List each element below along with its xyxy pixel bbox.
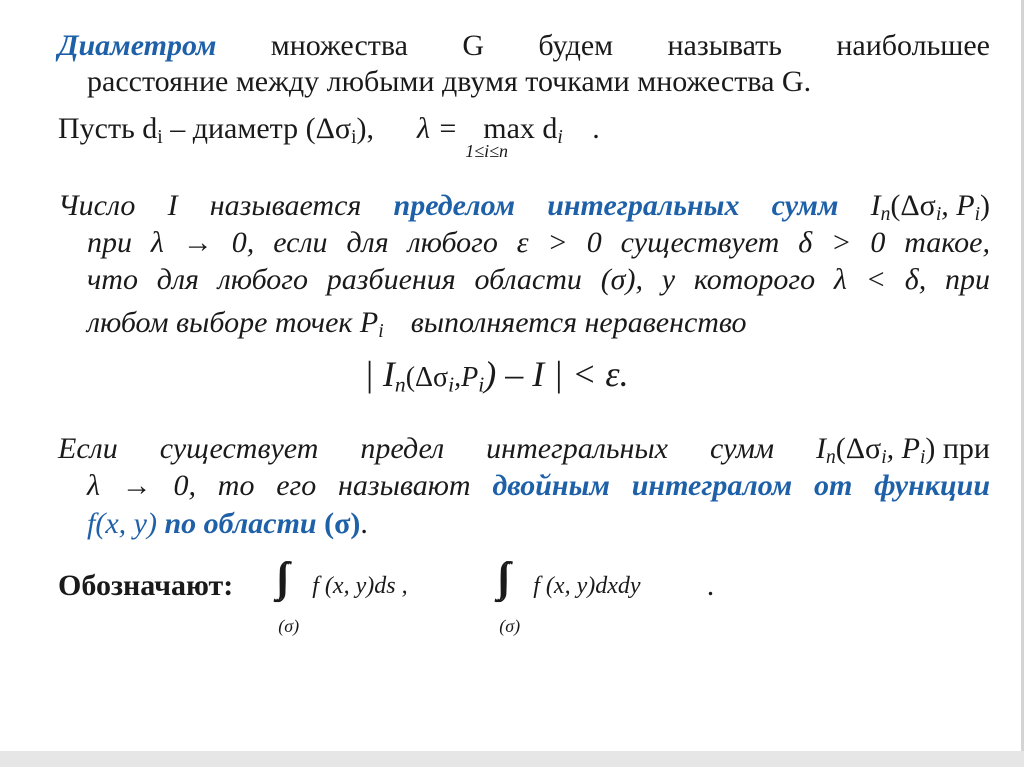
p3-l1-e: ) [980, 189, 991, 222]
p2-line [58, 111, 758, 161]
formula-sub-i: i [448, 372, 455, 397]
p3-line1 [58, 188, 990, 224]
p3-l1-a: Число I называется [58, 189, 362, 222]
slide-bottom-bar [0, 751, 1024, 767]
p4-l1-b: (Δσ [835, 432, 882, 465]
p2-lead: Пусть d [58, 112, 158, 145]
max-text: max d [483, 112, 558, 145]
term-diameter: Диаметром [58, 29, 217, 62]
p4-line2 [87, 468, 990, 504]
function-notation: f(x, y) [87, 507, 157, 540]
p3-l1-d: , P [941, 189, 975, 222]
integral-ds [278, 568, 454, 638]
p4-l1-sub-n: n [826, 446, 836, 468]
integrand-ds: f (x, y)ds , [312, 573, 408, 599]
integral-domain-1: (σ) [278, 616, 300, 636]
max-operator [465, 111, 563, 161]
p4-l1-a: Если существует предел интегральных сумм I [58, 432, 826, 465]
p4-l1-d: ) при [925, 432, 990, 465]
p3-line4 [87, 305, 987, 341]
formula-sub-i2: i [478, 372, 485, 397]
p3-l4-b: выполняется неравенство [410, 306, 747, 339]
p3-l1-c: (Δσ [890, 189, 936, 222]
term-limit-of-sums: пределом интегральных сумм [393, 189, 839, 222]
p3-l1-I: I [870, 189, 881, 222]
p3-line3: что для любого разбиения области (σ), у которого λ < δ, при [87, 263, 990, 296]
term-over-region: по области [164, 507, 317, 540]
p5-line [58, 568, 998, 638]
max-range: 1≤i≤n [465, 141, 509, 161]
formula-sub-n: n [394, 372, 406, 397]
p4-l2-a: λ → 0, то его называют [87, 469, 471, 502]
p4-l1-c: , P [886, 432, 920, 465]
p2-mid: – диаметр (Δσ [170, 112, 352, 145]
p2-sub-b: i [351, 126, 357, 148]
region-sigma: (σ) [324, 507, 361, 540]
notation-label: Обозначают: [58, 569, 234, 602]
p4-l1-sub-i: i [881, 446, 887, 468]
p1-line1 [58, 28, 990, 64]
p3-line2: при λ → 0, если для любого ε > 0 существует δ > 0 такое, [87, 226, 990, 259]
lambda-equals: λ = [417, 112, 458, 145]
p2-dot: . [592, 112, 600, 145]
integral-dxdy [499, 568, 699, 638]
formula-b: (Δσ [405, 362, 449, 393]
max-sub: i [557, 126, 563, 148]
p4-line1 [58, 431, 990, 467]
p4-line3 [87, 506, 687, 542]
p2-sub: i [157, 126, 163, 148]
p2-close: ), [356, 112, 374, 145]
p4-l1-sub-i2: i [919, 446, 926, 468]
p3-l4-a: любом выборе точек P [87, 306, 379, 339]
term-double-integral: двойным интегралом от функции [492, 469, 991, 502]
integrand-dxdy: f (x, y)dxdy [533, 573, 641, 599]
p3-l1-sub-i: i [935, 203, 942, 225]
formula-d: ) – I | < ε. [484, 354, 629, 394]
p4-dot: . [360, 507, 368, 540]
p3-l1-sub-i2: i [974, 203, 981, 225]
p1-line2: расстояние между любыми двумя точками множества G. [87, 65, 812, 98]
inequality-formula [364, 356, 764, 396]
p3-l1-sub-n: n [880, 203, 891, 225]
formula-a: | I [364, 354, 395, 394]
integral-domain-2: (σ) [499, 616, 521, 636]
p1-line1-rest: множества G будем называть наибольшее [270, 29, 991, 62]
p5-dot: . [706, 569, 715, 602]
formula-c: ,P [454, 362, 479, 393]
p3-l4-sub: i [378, 320, 384, 342]
